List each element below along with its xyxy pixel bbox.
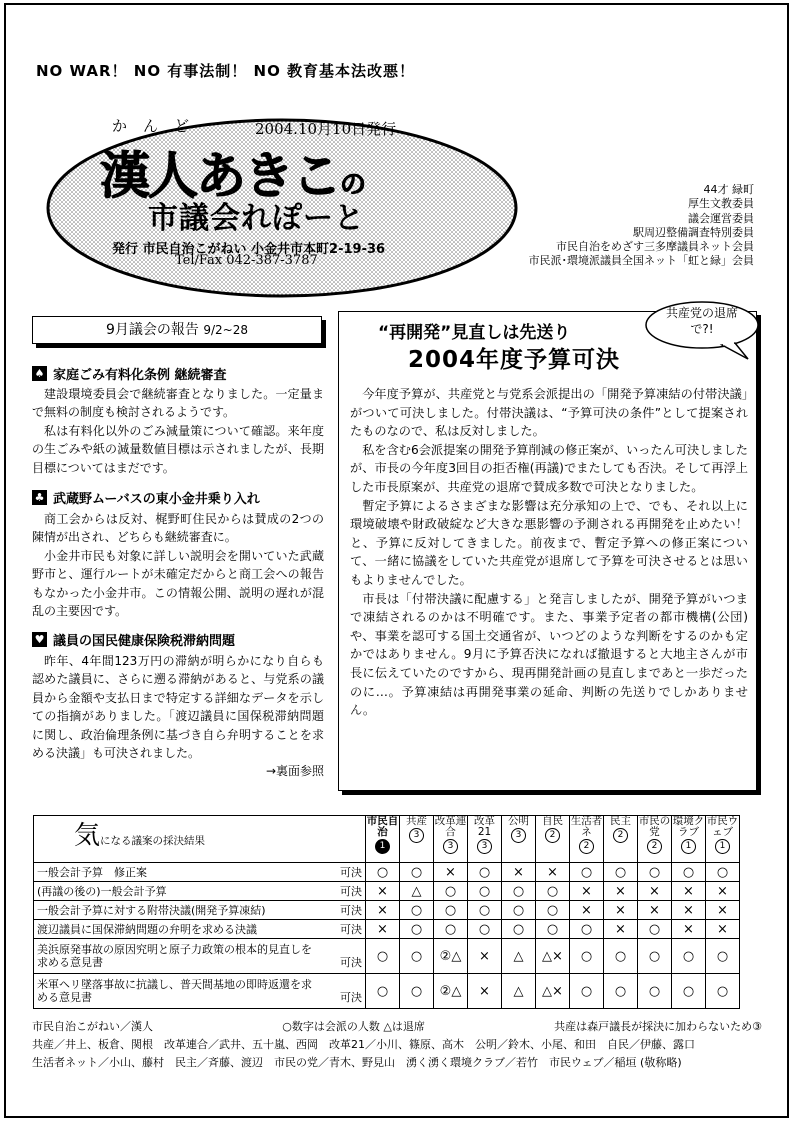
masthead-subtitle: 市議会れぽーと — [148, 201, 365, 236]
vote-mark: × — [468, 974, 502, 1009]
profile-line: 44才 緑町 — [703, 183, 754, 196]
party-name: 改革21 — [474, 815, 495, 838]
party-header — [434, 816, 468, 863]
budget-headline-2: 2004年度予算可決 — [408, 347, 621, 373]
vote-mark: × — [638, 882, 672, 901]
bill-result: 可決 — [340, 885, 362, 898]
paragraph: 建設環境委員会で継続審査となりました。一定量まで無料の制度も検討されるようです。 — [32, 387, 324, 420]
paragraph: 市長は「付帯決議に配慮する」と発言しましたが、開発予算がいつまで凍結されるのかは不明確です。また、事業予定者の都市機構(公団)や、事業を認可する国土交通省が、いつどのような判断をするのかも定かではありません。9月に予算否決になれば撤退すると大地主さんが市長に伝えていたのですから、現再開発計画の見直しまであと一歩だったのに…。予算凍結は再開発事業の延命、判断の先送りでしかありません。 — [350, 591, 748, 718]
vote-mark: ○ — [706, 863, 740, 882]
party-count: 2 — [545, 828, 560, 843]
vote-mark: △ — [502, 974, 536, 1009]
vote-mark: × — [570, 901, 604, 920]
vote-mark: ○ — [638, 939, 672, 974]
section-body-bus — [32, 510, 324, 620]
party-header — [536, 816, 570, 863]
vote-mark: ○ — [604, 974, 638, 1009]
vote-mark: × — [706, 901, 740, 920]
slogan: NO WAR！ NO 有事法制！ NO 教育基本法改悪！ — [36, 62, 416, 80]
vote-mark: × — [706, 920, 740, 939]
vote-mark: ○ — [468, 882, 502, 901]
vote-mark: △× — [536, 974, 570, 1009]
vote-mark: × — [638, 901, 672, 920]
bill-result: 可決 — [340, 923, 362, 936]
bill-name-cell — [34, 939, 366, 974]
vote-mark: ○ — [672, 974, 706, 1009]
heart-icon: ♥ — [32, 632, 47, 647]
vote-mark: ○ — [638, 974, 672, 1009]
vote-mark: ○ — [366, 939, 400, 974]
bill-cell-content — [37, 921, 362, 937]
masthead-title-name: 漢人あきこ — [100, 147, 340, 205]
vote-mark: × — [468, 939, 502, 974]
spade-icon: ♠ — [32, 366, 47, 381]
profile-line: 市民自治をめざす三多摩議員ネット会員 — [556, 240, 754, 254]
vote-mark: ○ — [400, 920, 434, 939]
party-count: 3 — [443, 839, 458, 854]
party-count: 3 — [477, 839, 492, 854]
bill-name: 一般会計予算 修正案 — [37, 866, 147, 879]
bill-name: 渡辺議員に国保滞納問題の弁明を求める決議 — [37, 923, 257, 936]
party-header — [366, 816, 400, 863]
vote-mark: ○ — [502, 882, 536, 901]
speech-bubble-text: 共産党の退席で?! — [665, 306, 738, 336]
masthead-title-suffix: の — [340, 170, 365, 200]
footer-line-3: 生活者ネット／小山、藤村 民主／斉藤、渡辺 市民の党／青木、野見山 湧く湧く環境クラブ／若竹 市民ウェブ／稲垣 (敬称略) — [32, 1056, 682, 1069]
vote-mark: × — [604, 920, 638, 939]
vote-mark: ○ — [536, 920, 570, 939]
vote-mark: ②△ — [434, 939, 468, 974]
masthead-ruby: かんど — [112, 117, 206, 135]
vote-mark: ○ — [604, 863, 638, 882]
party-header — [706, 816, 740, 863]
vote-mark: × — [536, 863, 570, 882]
vote-row — [34, 863, 740, 882]
paragraph: 昨年、4年間123万円の滞納が明らかになり自らも認めた議員に、さらに遡る滞納があると、与党系の議員から金額や支払日まで特定する詳細なデータを示しての指摘がありました。「渡辺議員に国保税滞納問題に関し、政治倫理条例に基づき自ら弁明することを求める決議」も可決されました。 — [32, 654, 324, 761]
section-title-text: 武蔵野ムーバスの東小金井乗り入れ — [53, 492, 260, 507]
paragraph: 暫定予算によるさまざまな影響は充分承知の上で、でも、それ以上に環境破壊や財政破綻など大きな悪影響の予測される再開発を止めたい！と、予算に反対してきました。前夜まで、暫定予算への修正案について、一緒に協議をしていた共産党が退席して予算を可決させるとは思いもよりませんでした。 — [350, 498, 748, 587]
party-name: 改革連合 — [434, 815, 467, 838]
vote-title-rest: になる議案の採決結果 — [100, 835, 206, 847]
party-name: 環境クラブ — [672, 815, 705, 838]
profile-line: 議会運営委員 — [688, 211, 754, 225]
vote-mark: ○ — [468, 863, 502, 882]
party-name: 市民の党 — [638, 815, 671, 838]
bill-name-cell — [34, 863, 366, 882]
bill-name: (再議の後の)一般会計予算 — [37, 885, 167, 898]
vote-mark: ○ — [468, 920, 502, 939]
vote-mark: ○ — [638, 920, 672, 939]
vote-mark: ○ — [400, 863, 434, 882]
continued-note: →裏面参照 — [265, 764, 324, 779]
vote-mark: ○ — [570, 939, 604, 974]
party-name: 市民自治 — [366, 815, 399, 838]
party-count: 3 — [409, 828, 424, 843]
paragraph: 商工会からは反対、梶野町住民からは賛成の2つの陳情が出され、どちらも継続審査に。 — [32, 512, 324, 545]
vote-mark: × — [434, 863, 468, 882]
vote-mark: ○ — [570, 920, 604, 939]
vote-mark: ○ — [706, 939, 740, 974]
bill-name-cell — [34, 882, 366, 901]
bill-result: 可決 — [340, 991, 362, 1004]
vote-mark: ○ — [468, 901, 502, 920]
vote-mark: × — [604, 901, 638, 920]
vote-mark: △× — [536, 939, 570, 974]
vote-mark: ○ — [672, 863, 706, 882]
vote-mark: ○ — [570, 863, 604, 882]
paragraph: 私を含む6会派提案の開発予算削減の修正案が、いったん可決しましたが、市長の今年度3回目の拒否権(再議)でまたしても否決。そして再浮上した市長原案が、共産党の退席で賛成多数で可決となりました。 — [350, 442, 748, 494]
vote-mark: ○ — [400, 939, 434, 974]
vote-mark: ○ — [400, 974, 434, 1009]
vote-mark: ○ — [366, 863, 400, 882]
vote-results-table — [33, 815, 740, 1009]
report-heading — [32, 316, 322, 344]
section-title-garbage — [32, 364, 227, 383]
party-count: 2 — [613, 828, 628, 843]
vote-row — [34, 882, 740, 901]
vote-mark: ○ — [536, 901, 570, 920]
vote-mark: ○ — [434, 901, 468, 920]
budget-headline-1: “再開発”見直しは先送り — [378, 323, 571, 343]
vote-mark: ○ — [366, 974, 400, 1009]
footer-line-1 — [32, 1018, 762, 1036]
party-count: 1 — [375, 839, 390, 854]
vote-mark: × — [366, 882, 400, 901]
vote-mark: × — [706, 882, 740, 901]
vote-row — [34, 920, 740, 939]
vote-mark: △ — [502, 939, 536, 974]
vote-title-big: 気 — [74, 821, 101, 851]
footer-legend-right: 共産は森戸議長が採決に加わらないため③ — [554, 1020, 762, 1033]
section-title-text: 家庭ごみ有料化条例 継続審査 — [53, 368, 227, 383]
party-name: 生活者ネ — [570, 815, 603, 838]
profile-line: 市民派･環境派議員全国ネット「虹と緑」会員 — [528, 254, 754, 268]
vote-mark: × — [672, 901, 706, 920]
vote-row — [34, 974, 740, 1009]
telfax-line: Tel/Fax 042-387-3787 — [175, 253, 318, 268]
party-name: 民主 — [610, 815, 631, 827]
bill-name-cell — [34, 901, 366, 920]
party-count: 1 — [715, 839, 730, 854]
party-name: 自民 — [542, 815, 563, 827]
vote-mark: ○ — [570, 974, 604, 1009]
bill-cell-content — [37, 943, 362, 969]
party-count: 3 — [511, 828, 526, 843]
vote-mark: ○ — [434, 920, 468, 939]
party-count: 2 — [579, 839, 594, 854]
vote-mark: ○ — [604, 939, 638, 974]
budget-article-body — [350, 385, 748, 720]
vote-mark: × — [570, 882, 604, 901]
vote-mark: ○ — [502, 901, 536, 920]
report-heading-title: 9月議会の報告 — [105, 322, 199, 338]
vote-mark: ○ — [536, 882, 570, 901]
vote-mark: × — [672, 920, 706, 939]
footer-notes — [32, 1018, 762, 1072]
party-header — [502, 816, 536, 863]
vote-table-title — [34, 816, 366, 863]
bill-result: 可決 — [340, 904, 362, 917]
party-header — [570, 816, 604, 863]
footer-legend-left: 市民自治こがねい／漢人 — [32, 1020, 153, 1033]
party-name: 公明 — [508, 815, 529, 827]
bill-result: 可決 — [340, 866, 362, 879]
club-icon: ♣ — [32, 490, 47, 505]
footer-legend-mid: ○数字は会派の人数 △は退席 — [282, 1020, 425, 1033]
vote-mark: × — [604, 882, 638, 901]
party-header — [638, 816, 672, 863]
publisher-line: 発行 市民自治こがねい 小金井市本町2-19-36 — [112, 242, 386, 257]
bill-name: 美浜原発事故の原因究明と原子力政策の根本的見直しを求める意見書 — [37, 943, 312, 969]
section-title-tax — [32, 630, 235, 649]
bill-result: 可決 — [340, 956, 362, 969]
section-title-text: 議員の国民健康保険税滞納問題 — [53, 634, 236, 649]
section-title-bus — [32, 488, 260, 507]
report-period: 9/2~28 — [203, 323, 248, 337]
bill-name-cell — [34, 974, 366, 1009]
bill-cell-content — [37, 864, 362, 880]
vote-mark: ○ — [434, 882, 468, 901]
vote-header-row — [34, 816, 740, 863]
vote-mark: △ — [400, 882, 434, 901]
party-header — [672, 816, 706, 863]
bill-cell-content — [37, 978, 362, 1004]
party-header — [400, 816, 434, 863]
paragraph: 小金井市民も対象に詳しい説明会を開いていた武蔵野市と、運行ルートが未確定だからと商工会への報告もなかった小金井市。この情報公開、説明の遅れが混乱の主要因です。 — [32, 548, 324, 619]
section-body-tax — [32, 652, 324, 781]
bill-name: 米軍ヘリ墜落事故に抗議し、普天間基地の即時返還を求める意見書 — [37, 978, 312, 1004]
vote-mark: ○ — [400, 901, 434, 920]
paragraph: 今年度予算が、共産党と与党系会派提出の「開発予算凍結の付帯決議」がついて可決しました。付帯決議は、“予算可決の条件”として提案されたものなので、私は反対しました。 — [350, 387, 748, 439]
section-body-garbage — [32, 385, 324, 477]
footer-line-2: 共産／井上、板倉、関根 改革連合／武井、五十嵐、西岡 改革21／小川、篠原、高木 公明／鈴木、小尾、和田 自民／伊藤、露口 — [32, 1038, 695, 1051]
bill-cell-content — [37, 883, 362, 899]
vote-row — [34, 939, 740, 974]
vote-row — [34, 901, 740, 920]
vote-mark: ②△ — [434, 974, 468, 1009]
vote-mark: ○ — [706, 974, 740, 1009]
profile-line: 厚生文教委員 — [688, 197, 754, 211]
paragraph: 私は有料化以外のごみ減量策について確認。来年度の生ごみや紙の減量数値目標は示されましたが、長期目標についてはまだです。 — [32, 423, 324, 475]
party-count: 1 — [681, 839, 696, 854]
vote-mark: × — [672, 882, 706, 901]
vote-mark: ○ — [502, 920, 536, 939]
party-name: 共産 — [406, 815, 427, 827]
bill-name: 一般会計予算に対する附帯決議(開発予算凍結) — [37, 904, 266, 917]
party-name: 市民ウェブ — [706, 815, 739, 838]
vote-mark: × — [366, 901, 400, 920]
party-count: 2 — [647, 839, 662, 854]
vote-mark: × — [502, 863, 536, 882]
bill-cell-content — [37, 902, 362, 918]
issue-date: 2004.10月10日発行 — [255, 120, 397, 138]
vote-mark: ○ — [672, 939, 706, 974]
party-header — [468, 816, 502, 863]
party-header — [604, 816, 638, 863]
profile-line: 駅周辺整備調査特別委員 — [633, 225, 754, 239]
vote-mark: × — [366, 920, 400, 939]
vote-mark: ○ — [638, 863, 672, 882]
profile-block — [529, 183, 755, 269]
bill-name-cell — [34, 920, 366, 939]
